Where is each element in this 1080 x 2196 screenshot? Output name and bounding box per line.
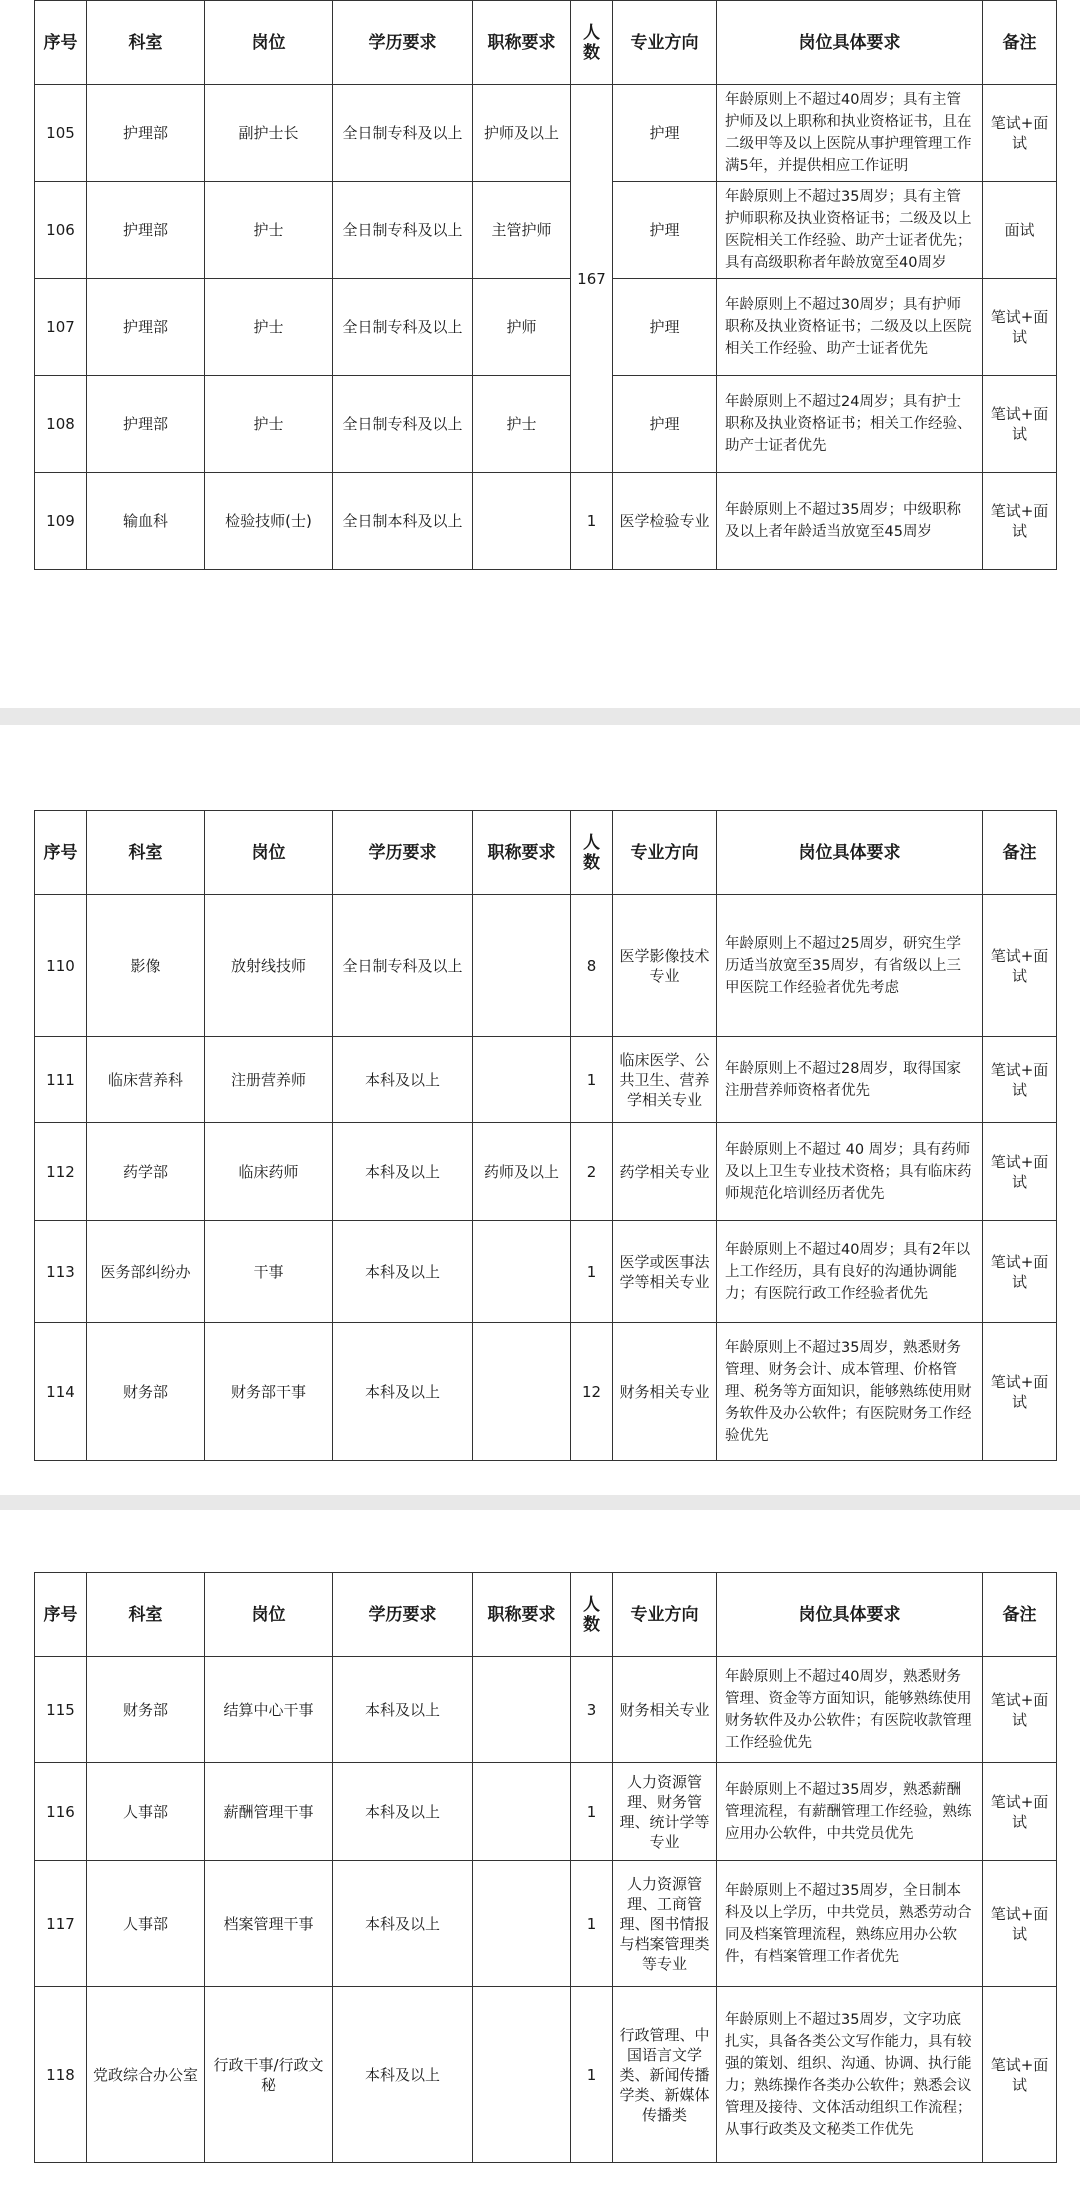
cell-major: 财务相关专业 <box>613 1323 717 1461</box>
cell-major: 医学影像技术专业 <box>613 895 717 1037</box>
header-dept: 科室 <box>87 811 205 895</box>
table-row <box>35 376 1057 473</box>
cell-edu: 全日制专科及以上 <box>333 895 473 1037</box>
cell-dept: 临床营养科 <box>87 1037 205 1123</box>
cell-req: 年龄原则上不超过35周岁，熟悉薪酬管理流程，有薪酬管理工作经验，熟练应用办公软件，中共党员优先 <box>717 1763 983 1861</box>
cell-note: 笔试+面试 <box>983 1861 1057 1987</box>
cell-dept: 财务部 <box>87 1323 205 1461</box>
cell-req: 年龄原则上不超过35周岁；中级职称及以上者年龄适当放宽至45周岁 <box>717 473 983 570</box>
cell-no: 112 <box>35 1123 87 1221</box>
cell-req: 年龄原则上不超过40周岁；具有2年以上工作经历，具有良好的沟通协调能力；有医院行政工作经验者优先 <box>717 1221 983 1323</box>
table-row <box>35 473 1057 570</box>
cell-req: 年龄原则上不超过35周岁，文字功底扎实，具备各类公文写作能力，具有较强的策划、组织、沟通、协调、执行能力；熟练操作各类办公软件；熟悉会议管理及接待、文体活动组织工作流程；从事行政类及文秘类工作优先 <box>717 1987 983 2163</box>
header-note: 备注 <box>983 811 1057 895</box>
table-page-2 <box>0 725 1080 1495</box>
header-req: 岗位具体要求 <box>717 1 983 85</box>
header-count: 人数 <box>571 811 613 895</box>
cell-no: 107 <box>35 279 87 376</box>
cell-req: 年龄原则上不超过35周岁，熟悉财务管理、财务会计、成本管理、价格管理、税务等方面知识，能够熟练使用财务软件及办公软件；有医院财务工作经验优先 <box>717 1323 983 1461</box>
cell-no: 115 <box>35 1657 87 1763</box>
cell-req: 年龄原则上不超过35周岁，全日制本科及以上学历，中共党员，熟悉劳动合同及档案管理流程，熟练应用办公软件，有档案管理工作者优先 <box>717 1861 983 1987</box>
cell-post: 薪酬管理干事 <box>205 1763 333 1861</box>
cell-count-merged: 167 <box>571 85 613 473</box>
cell-dept: 药学部 <box>87 1123 205 1221</box>
cell-major: 财务相关专业 <box>613 1657 717 1763</box>
cell-major: 护理 <box>613 182 717 279</box>
cell-post: 护士 <box>205 279 333 376</box>
cell-note: 面试 <box>983 182 1057 279</box>
cell-count: 1 <box>571 1221 613 1323</box>
cell-dept: 财务部 <box>87 1657 205 1763</box>
cell-dept: 护理部 <box>87 85 205 182</box>
cell-title <box>473 1987 571 2163</box>
cell-major: 护理 <box>613 279 717 376</box>
header-post: 岗位 <box>205 1 333 85</box>
cell-title: 药师及以上 <box>473 1123 571 1221</box>
header-title: 职称要求 <box>473 1 571 85</box>
cell-title: 护师及以上 <box>473 85 571 182</box>
header-no: 序号 <box>35 1573 87 1657</box>
cell-note: 笔试+面试 <box>983 895 1057 1037</box>
cell-note: 笔试+面试 <box>983 1657 1057 1763</box>
cell-edu: 本科及以上 <box>333 1763 473 1861</box>
cell-dept: 人事部 <box>87 1763 205 1861</box>
cell-title <box>473 1861 571 1987</box>
cell-req: 年龄原则上不超过 40 周岁；具有药师及以上卫生专业技术资格；具有临床药师规范化培训经历者优先 <box>717 1123 983 1221</box>
cell-major: 临床医学、公共卫生、营养学相关专业 <box>613 1037 717 1123</box>
table-row <box>35 279 1057 376</box>
header-post: 岗位 <box>205 1573 333 1657</box>
cell-dept: 影像 <box>87 895 205 1037</box>
cell-no: 114 <box>35 1323 87 1461</box>
cell-post: 检验技师(士) <box>205 473 333 570</box>
cell-note: 笔试+面试 <box>983 1221 1057 1323</box>
cell-no: 105 <box>35 85 87 182</box>
header-req: 岗位具体要求 <box>717 811 983 895</box>
cell-edu: 全日制专科及以上 <box>333 279 473 376</box>
header-dept: 科室 <box>87 1 205 85</box>
cell-count: 3 <box>571 1657 613 1763</box>
cell-edu: 本科及以上 <box>333 1657 473 1763</box>
cell-note: 笔试+面试 <box>983 1987 1057 2163</box>
cell-edu: 本科及以上 <box>333 1221 473 1323</box>
header-major: 专业方向 <box>613 1573 717 1657</box>
table-row <box>35 85 1057 182</box>
cell-title <box>473 1763 571 1861</box>
table-row <box>35 895 1057 1037</box>
cell-count: 1 <box>571 473 613 570</box>
cell-req: 年龄原则上不超过35周岁；具有主管护师职称及执业资格证书；二级及以上医院相关工作经验、助产士证者优先；具有高级职称者年龄放宽至40周岁 <box>717 182 983 279</box>
cell-post: 副护士长 <box>205 85 333 182</box>
cell-edu: 本科及以上 <box>333 1987 473 2163</box>
header-title: 职称要求 <box>473 811 571 895</box>
cell-count: 1 <box>571 1763 613 1861</box>
cell-req: 年龄原则上不超过24周岁；具有护士职称及执业资格证书；相关工作经验、助产士证者优先 <box>717 376 983 473</box>
table-header <box>35 1573 1057 1657</box>
cell-edu: 全日制专科及以上 <box>333 182 473 279</box>
table-row <box>35 1861 1057 1987</box>
cell-edu: 全日制本科及以上 <box>333 473 473 570</box>
header-major: 专业方向 <box>613 811 717 895</box>
header-note: 备注 <box>983 1573 1057 1657</box>
cell-count: 1 <box>571 1987 613 2163</box>
cell-no: 116 <box>35 1763 87 1861</box>
cell-req: 年龄原则上不超过25周岁，研究生学历适当放宽至35周岁，有省级以上三甲医院工作经验者优先考虑 <box>717 895 983 1037</box>
header-dept: 科室 <box>87 1573 205 1657</box>
cell-count: 1 <box>571 1861 613 1987</box>
cell-dept: 输血科 <box>87 473 205 570</box>
cell-note: 笔试+面试 <box>983 1763 1057 1861</box>
header-no: 序号 <box>35 1 87 85</box>
cell-dept: 护理部 <box>87 182 205 279</box>
header-count: 人数 <box>571 1573 613 1657</box>
cell-no: 118 <box>35 1987 87 2163</box>
cell-req: 年龄原则上不超过28周岁，取得国家注册营养师资格者优先 <box>717 1037 983 1123</box>
cell-title <box>473 895 571 1037</box>
table-row <box>35 1123 1057 1221</box>
cell-post: 档案管理干事 <box>205 1861 333 1987</box>
header-no: 序号 <box>35 811 87 895</box>
cell-major: 人力资源管理、财务管理、统计学等专业 <box>613 1763 717 1861</box>
cell-major: 医学检验专业 <box>613 473 717 570</box>
cell-count: 12 <box>571 1323 613 1461</box>
table-page-1 <box>0 0 1080 708</box>
cell-dept: 护理部 <box>87 279 205 376</box>
cell-req: 年龄原则上不超过40周岁，熟悉财务管理、资金等方面知识，能够熟练使用财务软件及办公软件；有医院收款管理工作经验优先 <box>717 1657 983 1763</box>
cell-edu: 全日制专科及以上 <box>333 85 473 182</box>
cell-count: 2 <box>571 1123 613 1221</box>
cell-no: 111 <box>35 1037 87 1123</box>
header-req: 岗位具体要求 <box>717 1573 983 1657</box>
cell-no: 113 <box>35 1221 87 1323</box>
cell-note: 笔试+面试 <box>983 1123 1057 1221</box>
table-row <box>35 1657 1057 1763</box>
cell-post: 干事 <box>205 1221 333 1323</box>
cell-note: 笔试+面试 <box>983 1323 1057 1461</box>
table-row <box>35 1987 1057 2163</box>
header-edu: 学历要求 <box>333 1573 473 1657</box>
table-row <box>35 1763 1057 1861</box>
cell-edu: 本科及以上 <box>333 1861 473 1987</box>
cell-major: 人力资源管理、工商管理、图书情报与档案管理类等专业 <box>613 1861 717 1987</box>
cell-major: 护理 <box>613 85 717 182</box>
cell-title: 护士 <box>473 376 571 473</box>
cell-note: 笔试+面试 <box>983 376 1057 473</box>
table-row <box>35 1323 1057 1461</box>
header-edu: 学历要求 <box>333 811 473 895</box>
cell-post: 护士 <box>205 376 333 473</box>
table-header <box>35 811 1057 895</box>
cell-post: 护士 <box>205 182 333 279</box>
cell-title <box>473 1221 571 1323</box>
cell-edu: 本科及以上 <box>333 1123 473 1221</box>
table-page-3 <box>0 1510 1080 2196</box>
cell-title: 主管护师 <box>473 182 571 279</box>
cell-no: 110 <box>35 895 87 1037</box>
recruitment-table-2 <box>34 810 1057 1461</box>
table-row <box>35 1221 1057 1323</box>
cell-note: 笔试+面试 <box>983 473 1057 570</box>
cell-note: 笔试+面试 <box>983 279 1057 376</box>
cell-req: 年龄原则上不超过40周岁；具有主管护师及以上职称和执业资格证书，且在二级甲等及以上医院从事护理管理工作满5年，并提供相应工作证明 <box>717 85 983 182</box>
cell-post: 放射线技师 <box>205 895 333 1037</box>
cell-major: 医学或医事法学等相关专业 <box>613 1221 717 1323</box>
cell-title <box>473 1323 571 1461</box>
recruitment-table-3 <box>34 1572 1057 2163</box>
table-header <box>35 1 1057 85</box>
header-edu: 学历要求 <box>333 1 473 85</box>
cell-dept: 党政综合办公室 <box>87 1987 205 2163</box>
cell-no: 108 <box>35 376 87 473</box>
header-post: 岗位 <box>205 811 333 895</box>
cell-title <box>473 473 571 570</box>
cell-post: 财务部干事 <box>205 1323 333 1461</box>
cell-count: 8 <box>571 895 613 1037</box>
header-title: 职称要求 <box>473 1573 571 1657</box>
cell-title <box>473 1037 571 1123</box>
cell-dept: 护理部 <box>87 376 205 473</box>
cell-edu: 全日制专科及以上 <box>333 376 473 473</box>
cell-edu: 本科及以上 <box>333 1037 473 1123</box>
header-major: 专业方向 <box>613 1 717 85</box>
cell-post: 结算中心干事 <box>205 1657 333 1763</box>
cell-edu: 本科及以上 <box>333 1323 473 1461</box>
cell-post: 临床药师 <box>205 1123 333 1221</box>
cell-no: 106 <box>35 182 87 279</box>
cell-no: 117 <box>35 1861 87 1987</box>
cell-major: 护理 <box>613 376 717 473</box>
header-note: 备注 <box>983 1 1057 85</box>
header-count: 人数 <box>571 1 613 85</box>
cell-title: 护师 <box>473 279 571 376</box>
cell-title <box>473 1657 571 1763</box>
cell-count: 1 <box>571 1037 613 1123</box>
cell-major: 药学相关专业 <box>613 1123 717 1221</box>
cell-major: 行政管理、中国语言文学类、新闻传播学类、新媒体传播类 <box>613 1987 717 2163</box>
cell-dept: 医务部纠纷办 <box>87 1221 205 1323</box>
table-row <box>35 182 1057 279</box>
recruitment-table-1 <box>34 0 1057 570</box>
cell-no: 109 <box>35 473 87 570</box>
table-row <box>35 1037 1057 1123</box>
cell-note: 笔试+面试 <box>983 1037 1057 1123</box>
cell-post: 行政干事/行政文秘 <box>205 1987 333 2163</box>
cell-note: 笔试+面试 <box>983 85 1057 182</box>
cell-post: 注册营养师 <box>205 1037 333 1123</box>
cell-dept: 人事部 <box>87 1861 205 1987</box>
cell-req: 年龄原则上不超过30周岁；具有护师职称及执业资格证书；二级及以上医院相关工作经验、助产士证者优先 <box>717 279 983 376</box>
